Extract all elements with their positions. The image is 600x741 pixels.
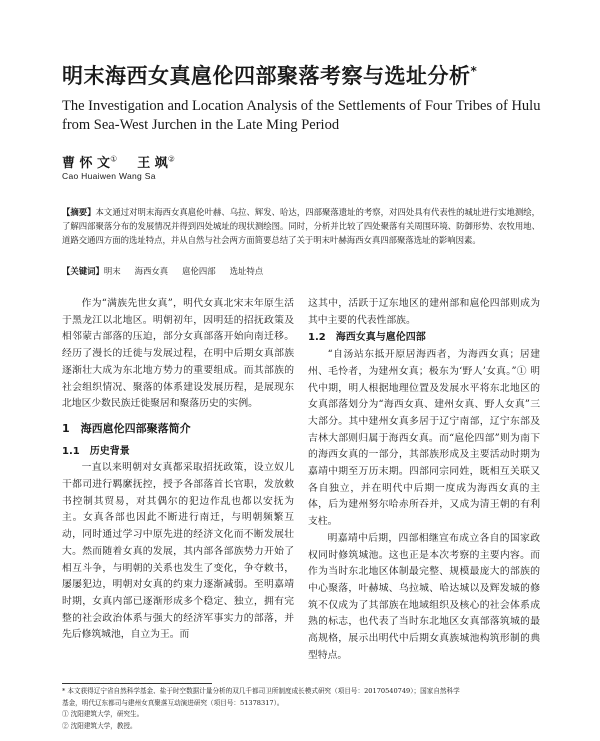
author-affiliation-mark: ① [110,154,118,164]
body-paragraph: 一直以来明朝对女真都采取招抚政策，设立奴儿干都司进行羁縻抚控，授予各部落首长官职，发放敕书控制其贸易，对其偶尔的犯边作乱也都以安抚为主。女真各部也因此不断进行南迁，与明朝频繁互动，同时通过学习中原先进的经济文化而不断发展壮大。然而随着女真的发展，其内部各部族势力开始了相互斗争，与明朝的关系也发生了变化，争夺敕书，屡屡犯边，明朝对女真的约束力逐渐减弱。至明嘉靖时期，女真内部已逐渐形成多个稳定、独立，拥有完整的社会政治体系与强大的经济军事实力的部落，并先后修筑城池，自立为王。而 [62,462,294,641]
body-paragraph: 作为“满族先世女真”，明代女真北宋末年原生活于黑龙江以北地区。明朝初年，因明廷的招抚政策及相邻蒙古部落的压迫，部分女真部落开始向南迁移。经历了漫长的迁徙与发展过程，在明中后期女真部族逐渐壮大成为东北地方势力的重要组成。而其部族的社会组织情况、聚落的体系建设发展历程，是展现东北地区少数民族迁徙聚居和聚落历史的实例。 [62,298,294,410]
subsection-heading: 1.1 历史背景 [62,445,130,457]
keyword: 选址特点 [229,266,264,276]
keyword: 明末 [103,266,121,276]
footnote-line: ① 沈阳建筑大学，研究生。 [62,710,144,718]
keyword: 扈伦四部 [182,266,216,276]
body-paragraph-continued: 这其中，活跃于辽东地区的建州部和扈伦四部则成为其中主要的代表性部族。 [308,298,540,326]
abstract-label: 【摘要】 [62,207,96,217]
abstract [62,205,540,247]
abstract-text: 本文通过对明末海西女真扈伦叶赫、乌拉、辉发、哈达，四部聚落遗址的考察，对四处具有代表性的城址进行实地测绘，了解四部聚落分布的发展情况并得到四处城址的现状测绘图。同时，分析并比较了四处聚落有关周围环境、防御形势、农牧用地、道路交通四方面的选址特点，并从自然与社会两方面简要总结了关于明末叶赫海西女真四部聚落选址的影响因素。 [62,207,540,245]
footnote-line: 基金，明代辽东都司与建州女真聚落互动演进研究（项目号：51378317）。 [62,698,284,707]
body-paragraph: “自汤站东抵开原居海西者，为海西女真；居建州、毛怜者，为建州女真；极东为‘野人’女真。”① 明代中期，明人根据地理位置及发展水平将东北地区的女真部落划分为“海西女真、建州女真、野人女真”三大部分。其中建州女真多居于辽宁南部，辽宁东部及吉林大部则归属于海西女真。而“扈伦四部”则为南下的海西女真的一部分，其部族形成及主要活动时期为嘉靖中期至万历末期。四部同宗同姓，既相互关联又各自独立，并在明代中后期一度成为海西女真的主体，后为建州努尔哈赤所吞并，又成为清王朝的有利支柱。 [308,349,540,528]
footnotes [62,686,540,732]
author-name: 曹 怀 文 [62,156,111,171]
footnote-line: ② 沈阳建筑大学，教授。 [62,721,137,730]
footnote-line: * 本文获得辽宁省自然科学基金、盐于时空数据计量分析的双几千都司卫所制度成长模式研究（项目号：20170540749）；国家自然科学 [62,687,460,695]
paper-title [62,60,542,90]
title-footnote-mark: * [470,64,478,78]
paper-title-text: 明末海西女真扈伦四部聚落考察与选址分析 [62,64,471,88]
keyword: 海西女真 [134,266,169,276]
subsection-heading: 1.2 海西女真与扈伦四部 [308,332,426,344]
paper-title-english: The Investigation and Location Analysis of the Settlements of Four Tribes of Hulu from Sea-West Jurchen in the Late Ming Period [62,98,541,133]
section-heading: 1 海西扈伦四部聚落简介 [62,421,191,435]
keywords [62,264,540,278]
body-column-left [62,296,294,644]
author-affiliation-mark: ② [167,154,175,164]
body-column-right [308,296,540,664]
footnote-divider [62,683,212,684]
keywords-label: 【关键词】 [62,266,104,276]
author-list-english: Cao Huaiwen Wang Sa [62,171,156,181]
body-paragraph: 明嘉靖中后期，四部相继宣布成立各自的国家政权同时修筑城池。这也正是本次考察的主要内容。而作为当时东北地区体制最完整、规模最庞大的部族的中心聚落，叶赫城、乌拉城、哈达城以及辉发城的修筑不仅成为了其部族在地域组织及核心的社会体系成熟的标志，也代表了当时东北地区女真部落筑城的最高规格，展示出明代中后期女真族城池构筑形制的典型特点。 [308,532,540,661]
author-name: 王 飒 [137,156,168,171]
author-list [62,152,175,171]
